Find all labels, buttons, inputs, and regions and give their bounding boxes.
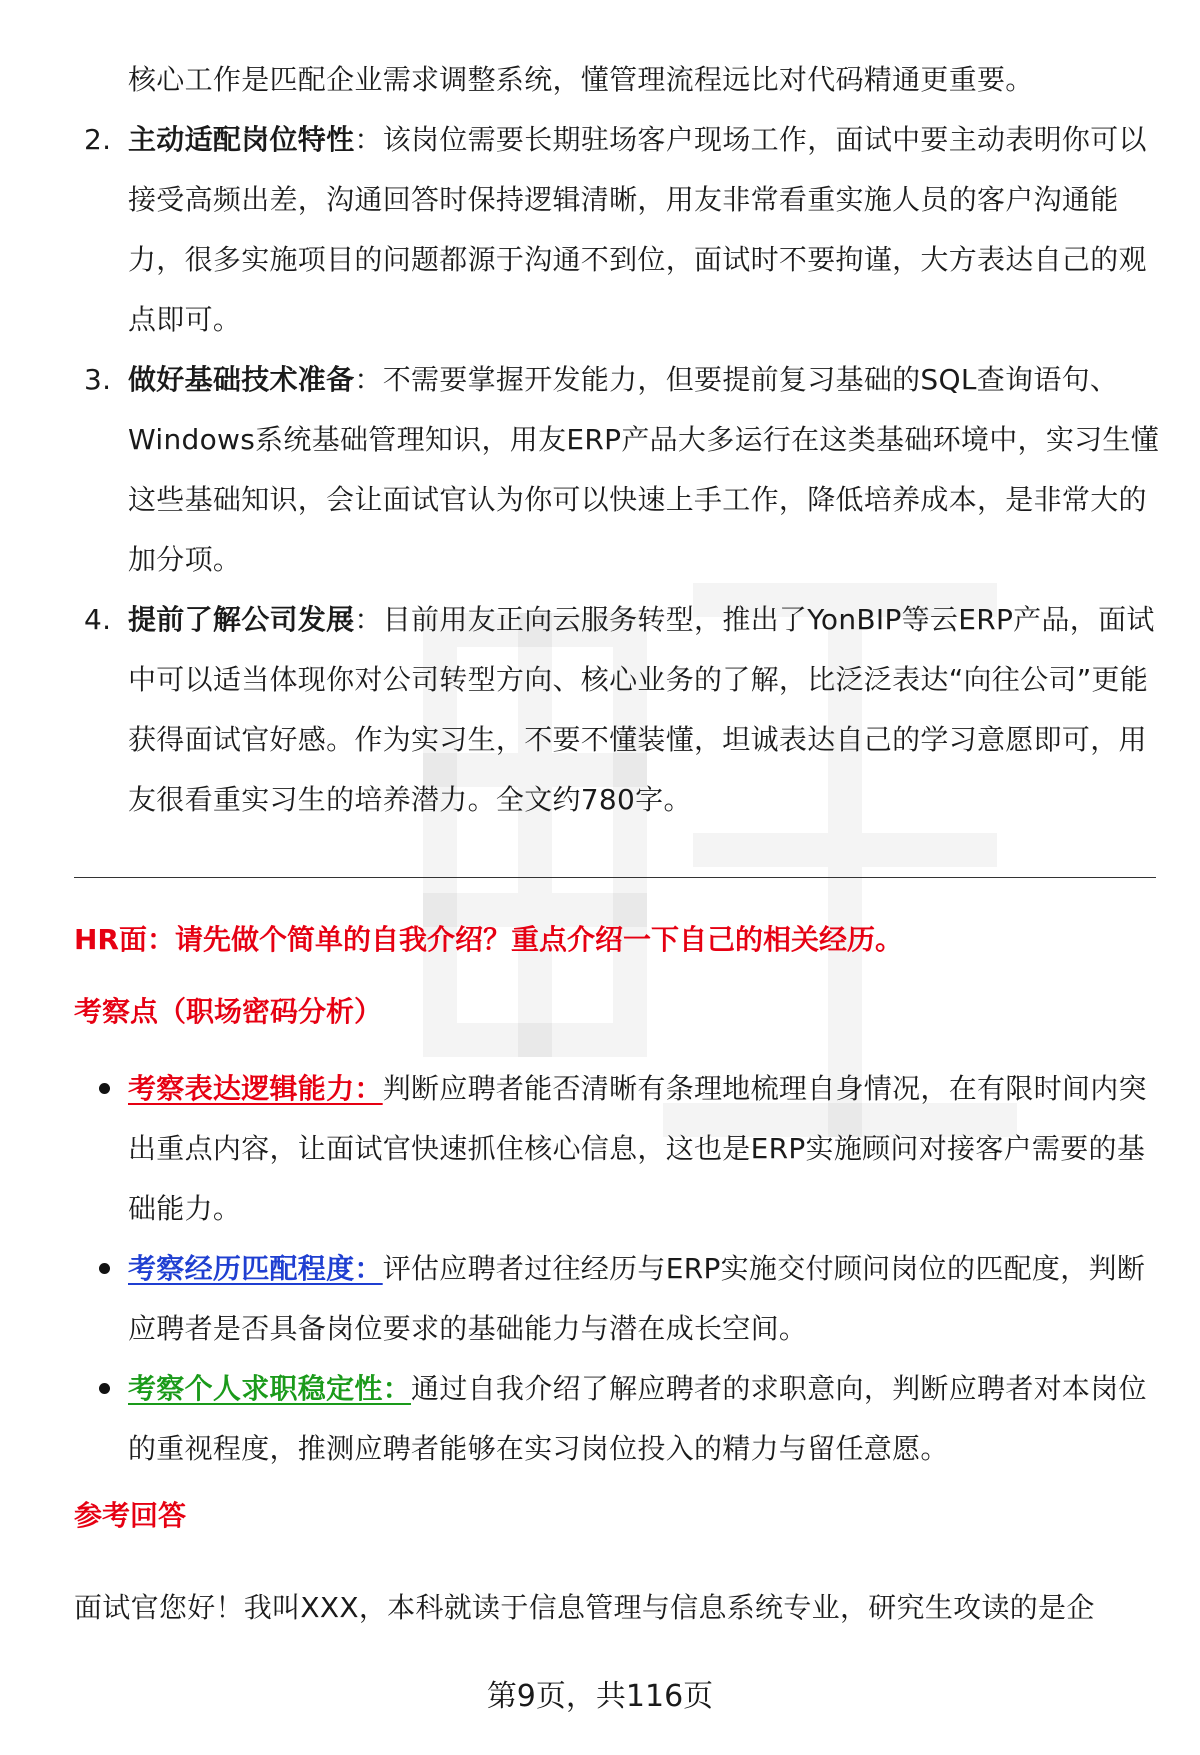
tip-title: 提前了解公司发展 xyxy=(128,603,355,636)
exam-point-title: 考察表达逻辑能力： xyxy=(128,1072,383,1105)
tip-text: 目前用友正向云服务转型，推出了YonBIP等云ERP产品，面试中可以适当体现你对公司转型方向、核心业务的了解，比泛泛表达“向往公司”更能获得面试官好感。作为实习生，不要不懂装懂，坦诚表达自己的学习意愿即可，用友很看重实习生的培养潜力。全文约780字。 xyxy=(128,603,1155,816)
exam-heading: 考察点（职场密码分析） xyxy=(74,995,383,1028)
bullet-dot-icon xyxy=(99,1383,110,1394)
tip-item xyxy=(0,110,1160,350)
bullet-dot-icon xyxy=(99,1263,110,1274)
intro-continuation: 核心工作是匹配企业需求调整系统，懂管理流程远比对代码精通更重要。 xyxy=(128,63,1034,96)
bullet-dot-icon xyxy=(99,1083,110,1094)
tip-item xyxy=(0,350,1160,590)
tips-list xyxy=(0,110,1160,830)
section-divider xyxy=(74,877,1156,878)
exam-point-text: 判断应聘者能否清晰有条理地梳理自身情况，在有限时间内突出重点内容，让面试官快速抓住核心信息，这也是ERP实施顾问对接客户需要的基础能力。 xyxy=(128,1072,1147,1225)
exam-point-title: 考察经历匹配程度： xyxy=(128,1252,383,1285)
exam-point xyxy=(0,1239,1160,1359)
interview-question: HR面：请先做个简单的自我介绍？重点介绍一下自己的相关经历。 xyxy=(74,923,903,956)
tip-number: 3. xyxy=(84,363,112,396)
exam-point xyxy=(0,1359,1160,1479)
exam-point-title: 考察个人求职稳定性： xyxy=(128,1372,412,1405)
tip-text: 不需要掌握开发能力，但要提前复习基础的SQL查询语句、Windows系统基础管理知识，用友ERP产品大多运行在这类基础环境中，实习生懂这些基础知识，会让面试官认为你可以快速上手工作，降低培养成本，是非常大的加分项。 xyxy=(128,363,1160,576)
answer-text: 面试官您好！我叫XXX，本科就读于信息管理与信息系统专业，研究生攻读的是企 xyxy=(74,1591,1095,1624)
tip-title: 做好基础技术准备 xyxy=(128,363,355,396)
tip-number: 4. xyxy=(84,603,112,636)
page-footer: 第9页，共116页 xyxy=(486,1679,714,1714)
tip-title: 主动适配岗位特性 xyxy=(128,123,355,156)
tip-separator: ： xyxy=(354,363,383,396)
tip-text: 该岗位需要长期驻场客户现场工作，面试中要主动表明你可以接受高频出差，沟通回答时保持逻辑清晰，用友非常看重实施人员的客户沟通能力，很多实施项目的问题都源于沟通不到位，面试时不要拘谨，大方表达自己的观点即可。 xyxy=(128,123,1147,336)
tip-separator: ： xyxy=(354,123,383,156)
exam-points-list xyxy=(0,1059,1160,1479)
exam-point-text: 评估应聘者过往经历与ERP实施交付顾问岗位的匹配度，判断应聘者是否具备岗位要求的基础能力与潜在成长空间。 xyxy=(128,1252,1146,1345)
answer-heading: 参考回答 xyxy=(74,1499,187,1532)
exam-point-text: 通过自我介绍了解应聘者的求职意向，判断应聘者对本岗位的重视程度，推测应聘者能够在实习岗位投入的精力与留任意愿。 xyxy=(128,1372,1147,1465)
tip-number: 2. xyxy=(84,123,112,156)
tip-item xyxy=(0,590,1160,830)
tip-separator: ： xyxy=(354,603,383,636)
exam-point xyxy=(0,1059,1160,1239)
